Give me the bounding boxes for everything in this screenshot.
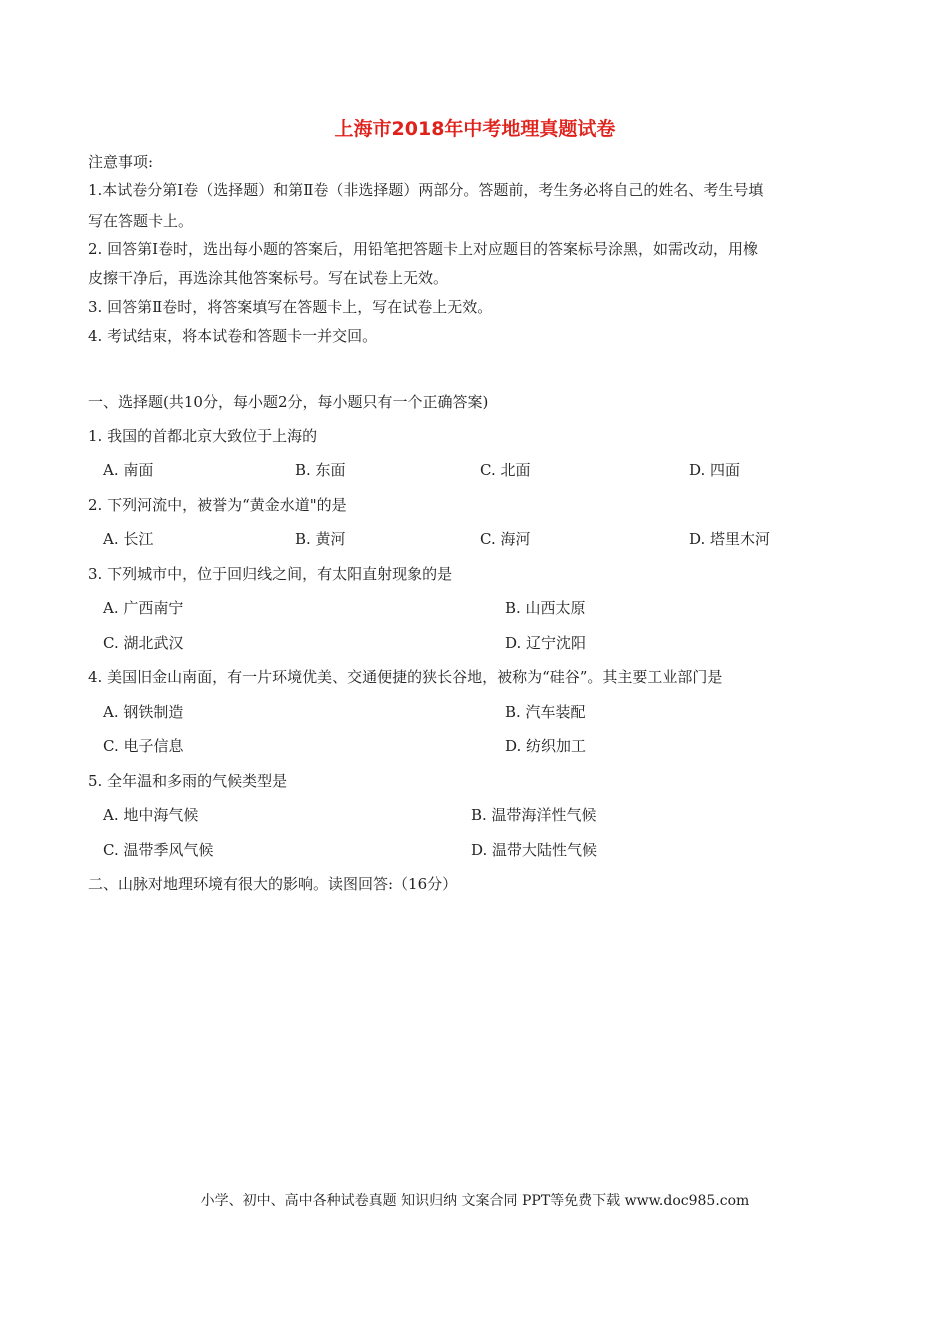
notes-heading: 注意事项: xyxy=(88,153,154,171)
question-1-option-a: A. 南面 xyxy=(103,461,154,479)
question-3-option-d: D. 辽宁沈阳 xyxy=(505,634,587,652)
note-2-line-2: 皮擦干净后，再选涂其他答案标号。写在试卷上无效。 xyxy=(88,269,449,287)
note-1-line-1: 1.本试卷分第Ⅰ卷（选择题）和第Ⅱ卷（非选择题）两部分。答题前，考生务必将自己的姓名、考生号填 xyxy=(88,181,764,199)
question-4-option-a: A. 钢铁制造 xyxy=(103,703,184,721)
question-1-option-d: D. 四面 xyxy=(689,461,741,479)
question-3-stem: 3. 下列城市中，位于回归线之间，有太阳直射现象的是 xyxy=(88,565,453,583)
question-1-stem: 1. 我国的首都北京大致位于上海的 xyxy=(88,427,318,445)
question-3-option-b: B. 山西太原 xyxy=(505,599,586,617)
question-3-option-c: C. 湖北武汉 xyxy=(103,634,184,652)
section-1-heading: 一、选择题(共10分，每小题2分，每小题只有一个正确答案) xyxy=(88,393,489,411)
question-2-option-c: C. 海河 xyxy=(480,530,531,548)
question-1-option-b: B. 东面 xyxy=(295,461,346,479)
question-5-stem: 5. 全年温和多雨的气候类型是 xyxy=(88,772,288,790)
question-5-option-c: C. 温带季风气候 xyxy=(103,841,214,859)
question-3-option-a: A. 广西南宁 xyxy=(103,599,184,617)
note-2-line-1: 2. 回答第Ⅰ卷时，选出每小题的答案后，用铅笔把答题卡上对应题目的答案标号涂黑，如需改动，用橡 xyxy=(88,240,759,258)
question-2-stem: 2. 下列河流中，被誉为“黄金水道"的是 xyxy=(88,496,347,514)
question-2-option-d: D. 塔里木河 xyxy=(689,530,771,548)
question-4-stem: 4. 美国旧金山南面，有一片环境优美、交通便捷的狭长谷地，被称为“硅谷”。其主要工业部门是 xyxy=(88,668,723,686)
question-1-option-c: C. 北面 xyxy=(480,461,531,479)
question-4-option-b: B. 汽车装配 xyxy=(505,703,586,721)
page-footer: 小学、初中、高中各种试卷真题 知识归纳 文案合同 PPT等免费下载 www.doc985.com xyxy=(200,1193,750,1209)
question-4-option-d: D. 纺织加工 xyxy=(505,737,587,755)
note-3: 3. 回答第Ⅱ卷时，将答案填写在答题卡上，写在试卷上无效。 xyxy=(88,298,493,316)
section-2-heading: 二、山脉对地理环境有很大的影响。读图回答:（16分） xyxy=(88,875,458,893)
page-title: 上海市2018年中考地理真题试卷 xyxy=(334,118,616,140)
question-4-option-c: C. 电子信息 xyxy=(103,737,184,755)
note-1-line-2: 写在答题卡上。 xyxy=(88,212,194,230)
question-2-option-b: B. 黄河 xyxy=(295,530,346,548)
question-5-option-b: B. 温带海洋性气候 xyxy=(471,806,597,824)
question-5-option-a: A. 地中海气候 xyxy=(103,806,199,824)
question-2-option-a: A. 长江 xyxy=(103,530,154,548)
question-5-option-d: D. 温带大陆性气候 xyxy=(471,841,598,859)
note-4: 4. 考试结束，将本试卷和答题卡一并交回。 xyxy=(88,327,378,345)
